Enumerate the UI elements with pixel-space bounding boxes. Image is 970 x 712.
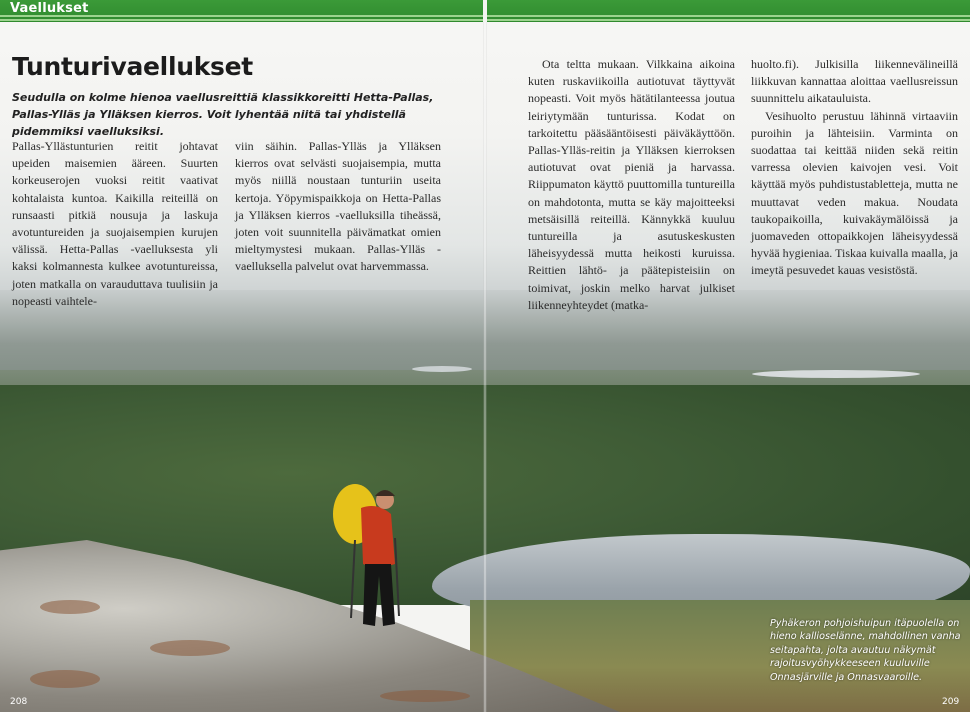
header-gutter: [483, 0, 487, 22]
body-paragraph: Ota teltta mukaan. Vilkkaina aikoina kuten ruskaviikoilla autiotuvat täyttyvät nopeasti. Voit myös hätätilanteessa joutua leiriytymään tunturissa. Kodat on tarkoitettu pääsääntöisesti päiväkäyttöön. Pallas-Ylläs-reitin ja Ylläksen kierroksen autiotuvat ovat pieniä ja harvassa. Riippumaton käyttö puuttomilla tuntureilla on mahdotonta, mutta se käy majoitteeksi metsäisillä reiteillä. Kännykkä kuuluu tuntureilla ja asutuskeskusten läheisyydessä mutta heikosti kuruissa. Reittien lähtö- ja päätepisteisiin on toimivat, joskin melko harvat julkiset liikenneyhteydet (matka-: [528, 57, 735, 312]
body-paragraph: Vesihuolto perustuu lähinnä virtaaviin puroihin ja lähteisiin. Varminta on suodattaa tai keittää niiden sekä reitin varressa olevien kaivojen vesi. Voit käyttää myös puhdistustabletteja, mutta ne muuttavat veden makua. Noudata taukopaikoilla, kuivakäymälöissä ja juomaveden ottopaikkojen läheisyydessä hyvää hygieniaa. Tiskaa kuivalla maalla, ja imeytä pesuvedet kauas vesistöstä.: [751, 108, 958, 278]
trekking-pole: [395, 538, 399, 616]
black-trousers: [363, 564, 395, 626]
body-paragraph: huolto.fi). Julkisilla liikennevälineillä liikkuvan kannattaa aloittaa vaellusreissun suunnittelu aikatauluista.: [751, 57, 958, 106]
text-column-1: [12, 138, 218, 310]
article-title: Tunturivaellukset: [12, 52, 253, 81]
trekking-pole: [351, 540, 355, 618]
page-gutter: [483, 0, 487, 712]
section-label: Vaellukset: [10, 1, 89, 16]
hiker-cap: [375, 490, 395, 496]
photo-caption: Pyhäkeron pohjoishuipun itäpuolella on hieno kallioselänne, mahdollinen vanha seitapahta, jolta avautuu näkymät rajoitusvyöhykkeeseen kuuluville Onnasjärville ja Onnasvaaroille.: [770, 618, 961, 683]
page-number-right: 209: [942, 697, 960, 707]
article-lead: Seudulla on kolme hienoa vaellusreittiä klassikkoreitti Hetta-Pallas, Pallas-Ylläs ja Ylläksen kierros. Voit lyhentää niitä tai yhdistellä pidemmiksi vaelluksiksi.: [12, 91, 434, 138]
lichen-patch: [150, 640, 230, 656]
lichen-patch: [380, 690, 470, 702]
text-column-4: [751, 56, 958, 280]
body-paragraph: Pallas-Yllästunturien reitit johtavat upeiden maisemien ääreen. Suurten korkeuserojen vuoksi reitit vaativat kohtalaista kuntoa. Kaikilla reiteillä on runsaasti pitkiä nousuja ja laskuja avotuntureiden ja suojaisempien kurujen välissä. Hetta-Pallas -vaelluksesta yli kaksi kolmannesta kulkee avotuntureissa, joten matkalla on varauduttava tuulisiin ja nopeasti vaihtele-: [12, 139, 218, 308]
text-column-3: [528, 56, 735, 314]
red-jacket: [361, 506, 395, 567]
body-paragraph: viin säihin. Pallas-Ylläs ja Ylläksen kierros ovat selvästi suojaisempia, mutta myös niillä noustaan tunturiin useita kertoja. Yöpymispaikkoja on Hetta-Pallas ja Ylläksen kierros -vaelluksilla tiheässä, joten voit suunnitella päivämatkat omien mieltymystesi mukaan. Pallas-Ylläs -vaelluksella palvelut ovat harvemmassa.: [235, 139, 441, 274]
hiker-figure: [325, 478, 415, 638]
distant-lake: [752, 370, 920, 378]
lichen-patch: [40, 600, 100, 614]
lichen-patch: [30, 670, 100, 688]
distant-pond: [412, 366, 472, 372]
page-number-left: 208: [10, 697, 28, 707]
text-column-2: [235, 138, 441, 276]
section-header-bar: [0, 0, 970, 22]
